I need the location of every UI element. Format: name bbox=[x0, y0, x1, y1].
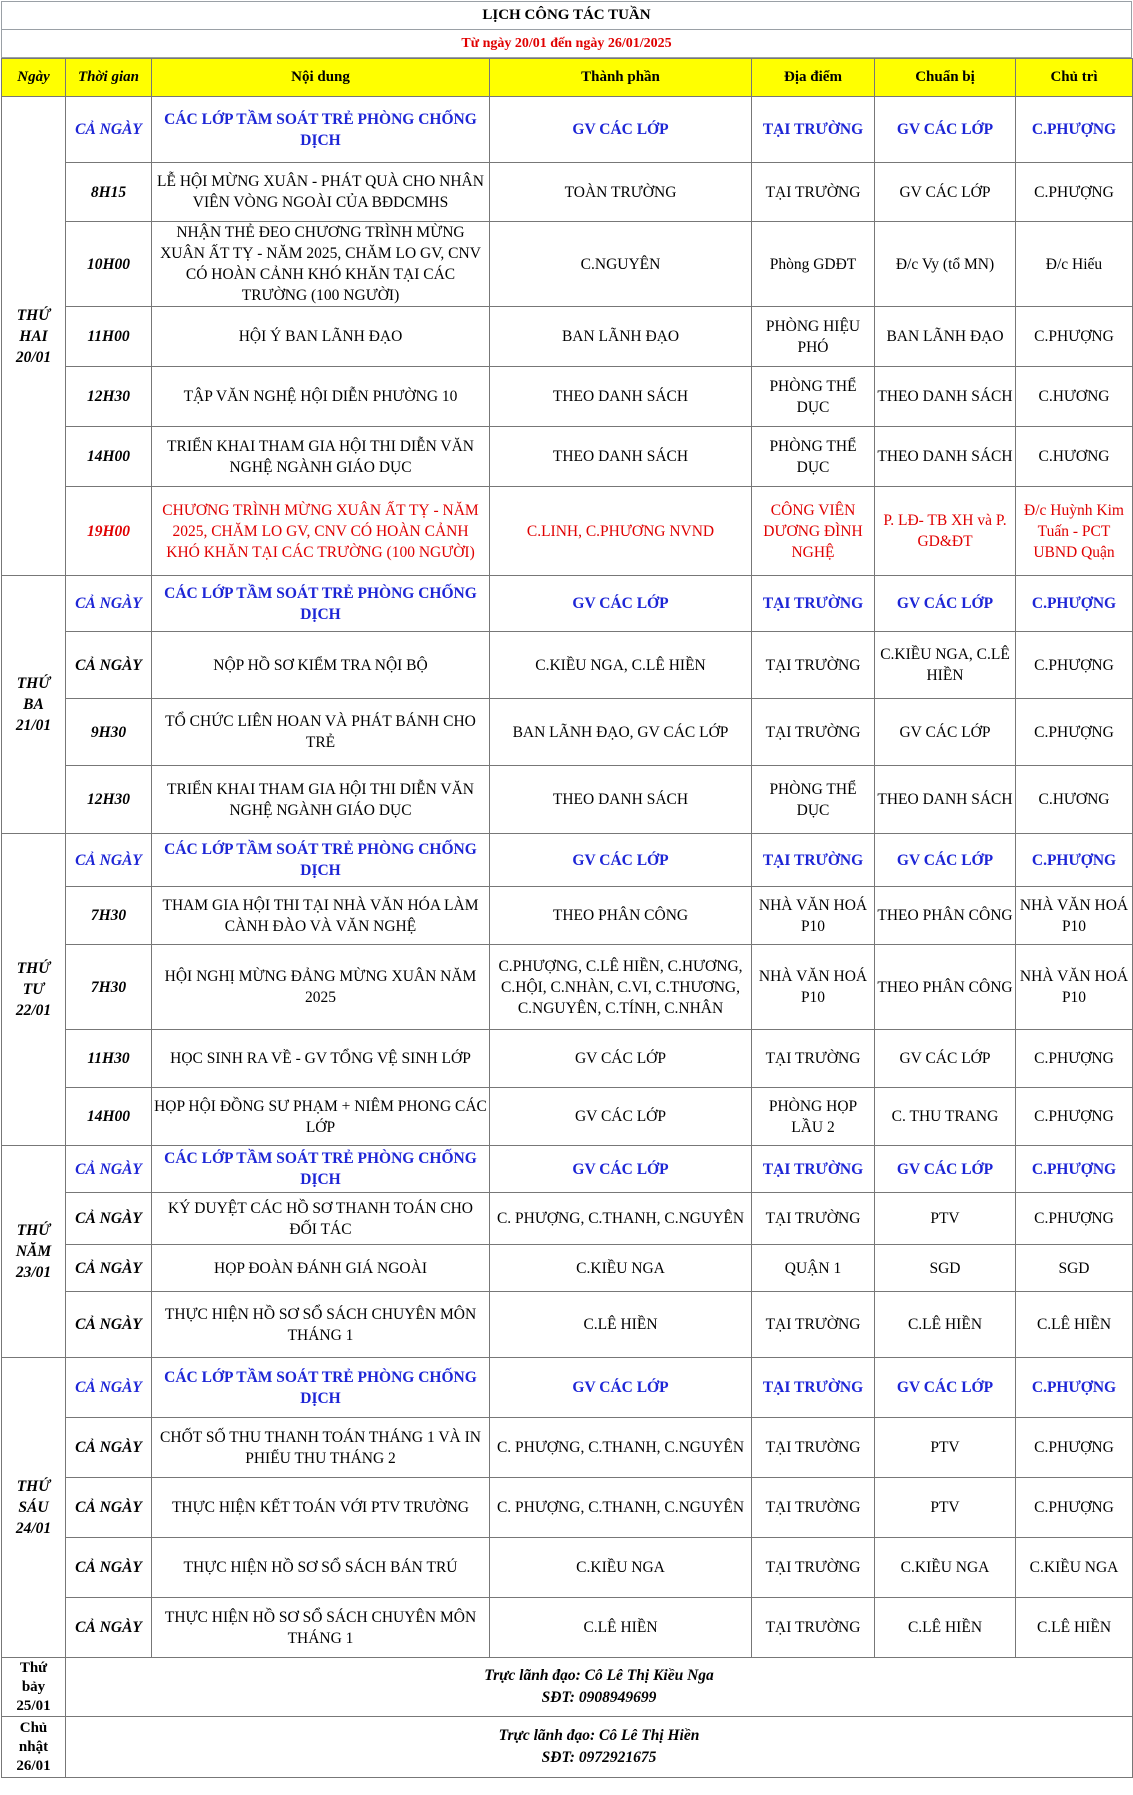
time-cell: 11H00 bbox=[66, 307, 152, 367]
header-day: Ngày bbox=[2, 59, 66, 97]
location-cell: PHÒNG HIỆU PHÓ bbox=[752, 307, 875, 367]
header-host: Chủ trì bbox=[1016, 59, 1133, 97]
schedule-row bbox=[2, 945, 1133, 1030]
time-cell: CẢ NGÀY bbox=[66, 1245, 152, 1292]
schedule-row bbox=[2, 834, 1133, 887]
prepare-cell: C.LÊ HIỀN bbox=[875, 1598, 1016, 1658]
day-label-cell: THỨ HAI 20/01 bbox=[2, 97, 66, 576]
schedule-row bbox=[2, 1598, 1133, 1658]
members-cell: GV CÁC LỚP bbox=[490, 834, 752, 887]
schedule-body bbox=[2, 97, 1133, 1778]
day-label-cell: THỨ NĂM 23/01 bbox=[2, 1146, 66, 1358]
host-cell: Đ/c Huỳnh Kim Tuấn - PCT UBND Quận bbox=[1016, 487, 1133, 576]
schedule-row bbox=[2, 487, 1133, 576]
members-cell: THEO DANH SÁCH bbox=[490, 427, 752, 487]
weekend-day-label-cell: Chủ nhật 26/01 bbox=[2, 1717, 66, 1778]
content-cell: HỘI NGHỊ MỪNG ĐẢNG MỪNG XUÂN NĂM 2025 bbox=[152, 945, 490, 1030]
members-cell: C.KIỀU NGA, C.LÊ HIỀN bbox=[490, 632, 752, 699]
schedule-row bbox=[2, 576, 1133, 632]
members-cell: TOÀN TRƯỜNG bbox=[490, 163, 752, 222]
schedule-row bbox=[2, 1193, 1133, 1245]
members-cell: C.PHƯỢNG, C.LÊ HIỀN, C.HƯƠNG, C.HỘI, C.NHÀN, C.VI, C.THƯƠNG, C.NGUYÊN, C.TÍNH, C.NHÂN bbox=[490, 945, 752, 1030]
prepare-cell: SGD bbox=[875, 1245, 1016, 1292]
host-cell: C.PHƯỢNG bbox=[1016, 1478, 1133, 1538]
host-cell: C.PHƯỢNG bbox=[1016, 834, 1133, 887]
time-cell: CẢ NGÀY bbox=[66, 1478, 152, 1538]
schedule-row bbox=[2, 1146, 1133, 1193]
time-cell: CẢ NGÀY bbox=[66, 576, 152, 632]
duty-cell bbox=[66, 1717, 1133, 1778]
schedule-row bbox=[2, 163, 1133, 222]
location-cell: CÔNG VIÊN DƯƠNG ĐÌNH NGHỆ bbox=[752, 487, 875, 576]
content-cell: CÁC LỚP TẦM SOÁT TRẺ PHÒNG CHỐNG DỊCH bbox=[152, 97, 490, 163]
prepare-cell: C. THU TRANG bbox=[875, 1088, 1016, 1146]
content-cell: THAM GIA HỘI THI TẠI NHÀ VĂN HÓA LÀM CÀNH ĐÀO VÀ VĂN NGHỆ bbox=[152, 887, 490, 945]
host-cell: C.LÊ HIỀN bbox=[1016, 1292, 1133, 1358]
header-location: Địa điểm bbox=[752, 59, 875, 97]
members-cell: THEO DANH SÁCH bbox=[490, 766, 752, 834]
members-cell: GV CÁC LỚP bbox=[490, 576, 752, 632]
schedule-row bbox=[2, 766, 1133, 834]
schedule-row bbox=[2, 887, 1133, 945]
host-cell: C.PHƯỢNG bbox=[1016, 97, 1133, 163]
host-cell: C.KIỀU NGA bbox=[1016, 1538, 1133, 1598]
prepare-cell: PTV bbox=[875, 1193, 1016, 1245]
prepare-cell: GV CÁC LỚP bbox=[875, 1146, 1016, 1193]
schedule-row bbox=[2, 1292, 1133, 1358]
host-cell: C.PHƯỢNG bbox=[1016, 632, 1133, 699]
time-cell: CẢ NGÀY bbox=[66, 1193, 152, 1245]
schedule-row bbox=[2, 367, 1133, 427]
host-cell: C.LÊ HIỀN bbox=[1016, 1598, 1133, 1658]
prepare-cell: THEO PHÂN CÔNG bbox=[875, 887, 1016, 945]
prepare-cell: PTV bbox=[875, 1418, 1016, 1478]
content-cell: TỔ CHỨC LIÊN HOAN VÀ PHÁT BÁNH CHO TRẺ bbox=[152, 699, 490, 766]
members-cell: GV CÁC LỚP bbox=[490, 1358, 752, 1418]
header-members: Thành phần bbox=[490, 59, 752, 97]
host-cell: C.HƯƠNG bbox=[1016, 367, 1133, 427]
day-label-cell: THỨ BA 21/01 bbox=[2, 576, 66, 834]
header-prepare: Chuẩn bị bbox=[875, 59, 1016, 97]
schedule-row bbox=[2, 222, 1133, 307]
host-cell: NHÀ VĂN HOÁ P10 bbox=[1016, 887, 1133, 945]
host-cell: C.PHƯỢNG bbox=[1016, 576, 1133, 632]
location-cell: PHÒNG THỂ DỤC bbox=[752, 766, 875, 834]
schedule-row bbox=[2, 1538, 1133, 1598]
location-cell: TẠI TRƯỜNG bbox=[752, 1193, 875, 1245]
time-cell: 10H00 bbox=[66, 222, 152, 307]
prepare-cell: P. LĐ- TB XH và P. GD&ĐT bbox=[875, 487, 1016, 576]
schedule-row bbox=[2, 1245, 1133, 1292]
location-cell: Phòng GDĐT bbox=[752, 222, 875, 307]
location-cell: TẠI TRƯỜNG bbox=[752, 1292, 875, 1358]
time-cell: 12H30 bbox=[66, 367, 152, 427]
time-cell: CẢ NGÀY bbox=[66, 632, 152, 699]
location-cell: TẠI TRƯỜNG bbox=[752, 97, 875, 163]
host-cell: C.PHƯỢNG bbox=[1016, 1193, 1133, 1245]
time-cell: 7H30 bbox=[66, 945, 152, 1030]
time-cell: 14H00 bbox=[66, 1088, 152, 1146]
members-cell: C.LINH, C.PHƯƠNG NVND bbox=[490, 487, 752, 576]
content-cell: THỰC HIỆN HỒ SƠ SỔ SÁCH BÁN TRÚ bbox=[152, 1538, 490, 1598]
prepare-cell: GV CÁC LỚP bbox=[875, 163, 1016, 222]
host-cell: C.PHƯỢNG bbox=[1016, 163, 1133, 222]
prepare-cell: PTV bbox=[875, 1478, 1016, 1538]
members-cell: THEO PHÂN CÔNG bbox=[490, 887, 752, 945]
location-cell: NHÀ VĂN HOÁ P10 bbox=[752, 887, 875, 945]
header-time: Thời gian bbox=[66, 59, 152, 97]
duty-phone-text: SĐT: 0908949699 bbox=[541, 1689, 657, 1706]
members-cell: C.KIỀU NGA bbox=[490, 1538, 752, 1598]
members-cell: C.KIỀU NGA bbox=[490, 1245, 752, 1292]
content-cell: CHỐT SỐ THU THANH TOÁN THÁNG 1 VÀ IN PHIẾU THU THÁNG 2 bbox=[152, 1418, 490, 1478]
members-cell: C. PHƯỢNG, C.THANH, C.NGUYÊN bbox=[490, 1478, 752, 1538]
members-cell: THEO DANH SÁCH bbox=[490, 367, 752, 427]
members-cell: BAN LÃNH ĐẠO, GV CÁC LỚP bbox=[490, 699, 752, 766]
time-cell: 7H30 bbox=[66, 887, 152, 945]
schedule-row bbox=[2, 1418, 1133, 1478]
members-cell: GV CÁC LỚP bbox=[490, 1088, 752, 1146]
content-cell: HỌP HỘI ĐỒNG SƯ PHẠM + NIÊM PHONG CÁC LỚP bbox=[152, 1088, 490, 1146]
content-cell: CÁC LỚP TẦM SOÁT TRẺ PHÒNG CHỐNG DỊCH bbox=[152, 1146, 490, 1193]
content-cell: NỘP HỒ SƠ KIỂM TRA NỘI BỘ bbox=[152, 632, 490, 699]
schedule-row bbox=[2, 699, 1133, 766]
time-cell: 9H30 bbox=[66, 699, 152, 766]
schedule-row bbox=[2, 1358, 1133, 1418]
time-cell: CẢ NGÀY bbox=[66, 1146, 152, 1193]
schedule-row bbox=[2, 97, 1133, 163]
prepare-cell: BAN LÃNH ĐẠO bbox=[875, 307, 1016, 367]
host-cell: SGD bbox=[1016, 1245, 1133, 1292]
weekend-row bbox=[2, 1717, 1133, 1778]
prepare-cell: THEO DANH SÁCH bbox=[875, 367, 1016, 427]
host-cell: C.PHƯỢNG bbox=[1016, 1088, 1133, 1146]
content-cell: KÝ DUYỆT CÁC HỒ SƠ THANH TOÁN CHO ĐỐI TÁC bbox=[152, 1193, 490, 1245]
weekend-day-label-cell: Thứ bảy 25/01 bbox=[2, 1658, 66, 1717]
schedule-row bbox=[2, 427, 1133, 487]
duty-leader-text: Trực lãnh đạo: Cô Lê Thị Hiền bbox=[498, 1727, 700, 1744]
members-cell: C.LÊ HIỀN bbox=[490, 1598, 752, 1658]
host-cell: Đ/c Hiếu bbox=[1016, 222, 1133, 307]
content-cell: HỌP ĐOÀN ĐÁNH GIÁ NGOÀI bbox=[152, 1245, 490, 1292]
location-cell: TẠI TRƯỜNG bbox=[752, 1598, 875, 1658]
prepare-cell: C.KIỀU NGA, C.LÊ HIỀN bbox=[875, 632, 1016, 699]
duty-phone-text: SĐT: 0972921675 bbox=[541, 1749, 657, 1766]
time-cell: CẢ NGÀY bbox=[66, 1538, 152, 1598]
prepare-cell: GV CÁC LỚP bbox=[875, 576, 1016, 632]
content-cell: THỰC HIỆN HỒ SƠ SỔ SÁCH CHUYÊN MÔN THÁNG 1 bbox=[152, 1292, 490, 1358]
schedule-row bbox=[2, 307, 1133, 367]
weekend-row bbox=[2, 1658, 1133, 1717]
members-cell: GV CÁC LỚP bbox=[490, 1146, 752, 1193]
time-cell: 11H30 bbox=[66, 1030, 152, 1088]
location-cell: TẠI TRƯỜNG bbox=[752, 699, 875, 766]
prepare-cell: THEO DANH SÁCH bbox=[875, 766, 1016, 834]
content-cell: LỄ HỘI MỪNG XUÂN - PHÁT QUÀ CHO NHÂN VIÊN VÒNG NGOÀI CỦA BĐDCMHS bbox=[152, 163, 490, 222]
host-cell: C.PHƯỢNG bbox=[1016, 699, 1133, 766]
members-cell: C. PHƯỢNG, C.THANH, C.NGUYÊN bbox=[490, 1418, 752, 1478]
schedule-table bbox=[1, 58, 1133, 1778]
prepare-cell: Đ/c Vy (tổ MN) bbox=[875, 222, 1016, 307]
content-cell: TRIỂN KHAI THAM GIA HỘI THI DIỄN VĂN NGHỆ NGÀNH GIÁO DỤC bbox=[152, 766, 490, 834]
location-cell: TẠI TRƯỜNG bbox=[752, 1538, 875, 1598]
schedule-date-range: Từ ngày 20/01 đến ngày 26/01/2025 bbox=[1, 29, 1132, 58]
time-cell: 19H00 bbox=[66, 487, 152, 576]
duty-leader-text: Trực lãnh đạo: Cô Lê Thị Kiều Nga bbox=[484, 1667, 714, 1684]
schedule-title: LỊCH CÔNG TÁC TUẦN bbox=[1, 1, 1132, 29]
weekly-schedule-sheet bbox=[1, 1, 1132, 1778]
location-cell: NHÀ VĂN HOÁ P10 bbox=[752, 945, 875, 1030]
schedule-row bbox=[2, 1088, 1133, 1146]
host-cell: C.PHƯỢNG bbox=[1016, 1146, 1133, 1193]
time-cell: CẢ NGÀY bbox=[66, 1598, 152, 1658]
location-cell: TẠI TRƯỜNG bbox=[752, 1418, 875, 1478]
time-cell: CẢ NGÀY bbox=[66, 1358, 152, 1418]
host-cell: C.PHƯỢNG bbox=[1016, 1030, 1133, 1088]
location-cell: PHÒNG THỂ DỤC bbox=[752, 427, 875, 487]
content-cell: HỌC SINH RA VỀ - GV TỔNG VỆ SINH LỚP bbox=[152, 1030, 490, 1088]
content-cell: CÁC LỚP TẦM SOÁT TRẺ PHÒNG CHỐNG DỊCH bbox=[152, 576, 490, 632]
time-cell: 12H30 bbox=[66, 766, 152, 834]
members-cell: C.NGUYÊN bbox=[490, 222, 752, 307]
location-cell: TẠI TRƯỜNG bbox=[752, 163, 875, 222]
time-cell: 14H00 bbox=[66, 427, 152, 487]
members-cell: C. PHƯỢNG, C.THANH, C.NGUYÊN bbox=[490, 1193, 752, 1245]
location-cell: TẠI TRƯỜNG bbox=[752, 1478, 875, 1538]
time-cell: 8H15 bbox=[66, 163, 152, 222]
prepare-cell: C.KIỀU NGA bbox=[875, 1538, 1016, 1598]
day-label-cell: THỨ SÁU 24/01 bbox=[2, 1358, 66, 1658]
content-cell: TRIỂN KHAI THAM GIA HỘI THI DIỄN VĂN NGHỆ NGÀNH GIÁO DỤC bbox=[152, 427, 490, 487]
host-cell: C.PHƯỢNG bbox=[1016, 307, 1133, 367]
prepare-cell: GV CÁC LỚP bbox=[875, 1358, 1016, 1418]
content-cell: NHẬN THẺ ĐEO CHƯƠNG TRÌNH MỪNG XUÂN ẤT TỴ - NĂM 2025, CHĂM LO GV, CNV CÓ HOÀN CẢNH KHÓ KHĂN TẠI CÁC TRƯỜNG (100 NGƯỜI) bbox=[152, 222, 490, 307]
prepare-cell: GV CÁC LỚP bbox=[875, 97, 1016, 163]
host-cell: C.PHƯỢNG bbox=[1016, 1418, 1133, 1478]
schedule-row bbox=[2, 1478, 1133, 1538]
day-label-cell: THỨ TƯ 22/01 bbox=[2, 834, 66, 1146]
content-cell: TẬP VĂN NGHỆ HỘI DIỄN PHƯỜNG 10 bbox=[152, 367, 490, 427]
location-cell: TẠI TRƯỜNG bbox=[752, 834, 875, 887]
content-cell: CHƯƠNG TRÌNH MỪNG XUÂN ẤT TỴ - NĂM 2025, CHĂM LO GV, CNV CÓ HOÀN CẢNH KHÓ KHĂN TẠI CÁC TRƯỜNG (100 NGƯỜI) bbox=[152, 487, 490, 576]
time-cell: CẢ NGÀY bbox=[66, 1292, 152, 1358]
location-cell: TẠI TRƯỜNG bbox=[752, 632, 875, 699]
prepare-cell: THEO PHÂN CÔNG bbox=[875, 945, 1016, 1030]
header-row bbox=[2, 59, 1133, 97]
content-cell: CÁC LỚP TẦM SOÁT TRẺ PHÒNG CHỐNG DỊCH bbox=[152, 834, 490, 887]
prepare-cell: C.LÊ HIỀN bbox=[875, 1292, 1016, 1358]
prepare-cell: GV CÁC LỚP bbox=[875, 834, 1016, 887]
location-cell: QUẬN 1 bbox=[752, 1245, 875, 1292]
header-content: Nội dung bbox=[152, 59, 490, 97]
location-cell: TẠI TRƯỜNG bbox=[752, 1146, 875, 1193]
prepare-cell: THEO DANH SÁCH bbox=[875, 427, 1016, 487]
host-cell: C.HƯƠNG bbox=[1016, 427, 1133, 487]
content-cell: THỰC HIỆN HỒ SƠ SỔ SÁCH CHUYÊN MÔN THÁNG 1 bbox=[152, 1598, 490, 1658]
schedule-row bbox=[2, 632, 1133, 699]
content-cell: HỘI Ý BAN LÃNH ĐẠO bbox=[152, 307, 490, 367]
time-cell: CẢ NGÀY bbox=[66, 1418, 152, 1478]
content-cell: CÁC LỚP TẦM SOÁT TRẺ PHÒNG CHỐNG DỊCH bbox=[152, 1358, 490, 1418]
location-cell: TẠI TRƯỜNG bbox=[752, 576, 875, 632]
location-cell: TẠI TRƯỜNG bbox=[752, 1030, 875, 1088]
time-cell: CẢ NGÀY bbox=[66, 97, 152, 163]
members-cell: GV CÁC LỚP bbox=[490, 1030, 752, 1088]
host-cell: C.PHƯỢNG bbox=[1016, 1358, 1133, 1418]
members-cell: GV CÁC LỚP bbox=[490, 97, 752, 163]
schedule-row bbox=[2, 1030, 1133, 1088]
members-cell: BAN LÃNH ĐẠO bbox=[490, 307, 752, 367]
location-cell: PHÒNG THỂ DỤC bbox=[752, 367, 875, 427]
prepare-cell: GV CÁC LỚP bbox=[875, 699, 1016, 766]
host-cell: NHÀ VĂN HOÁ P10 bbox=[1016, 945, 1133, 1030]
prepare-cell: GV CÁC LỚP bbox=[875, 1030, 1016, 1088]
location-cell: TẠI TRƯỜNG bbox=[752, 1358, 875, 1418]
content-cell: THỰC HIỆN KẾT TOÁN VỚI PTV TRƯỜNG bbox=[152, 1478, 490, 1538]
time-cell: CẢ NGÀY bbox=[66, 834, 152, 887]
duty-cell bbox=[66, 1658, 1133, 1717]
location-cell: PHÒNG HỌP LẦU 2 bbox=[752, 1088, 875, 1146]
host-cell: C.HƯƠNG bbox=[1016, 766, 1133, 834]
members-cell: C.LÊ HIỀN bbox=[490, 1292, 752, 1358]
